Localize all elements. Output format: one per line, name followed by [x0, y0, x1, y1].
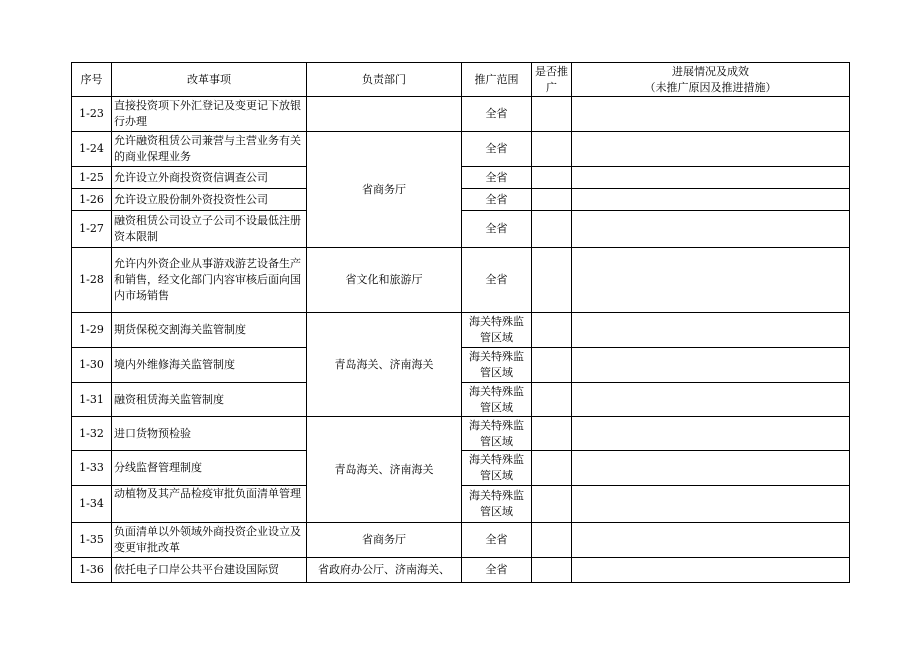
row-scope: 海关特殊监管区域 — [462, 486, 532, 523]
row-promoted — [532, 486, 572, 523]
row-progress — [572, 313, 850, 348]
header-item: 改革事项 — [112, 63, 307, 97]
row-scope: 全省 — [462, 97, 532, 132]
row-promoted — [532, 167, 572, 189]
row-item: 允许融资租赁公司兼营与主营业务有关的商业保理业务 — [112, 132, 307, 167]
row-promoted — [532, 211, 572, 248]
table-row — [72, 248, 850, 313]
header-row — [72, 63, 850, 97]
row-progress — [572, 97, 850, 132]
row-progress — [572, 486, 850, 523]
row-number: 1-31 — [72, 383, 112, 417]
row-promoted — [532, 189, 572, 211]
header-progress-line1: 进展情况及成效 — [672, 64, 749, 78]
row-progress — [572, 248, 850, 313]
table-row — [72, 523, 850, 558]
row-item: 融资租赁海关监管制度 — [112, 383, 307, 417]
row-promoted — [532, 132, 572, 167]
row-item: 依托电子口岸公共平台建设国际贸 — [112, 558, 307, 583]
row-scope: 全省 — [462, 167, 532, 189]
table-row — [72, 417, 850, 451]
row-dept: 省政府办公厅、济南海关、 — [307, 558, 462, 583]
table-row — [72, 313, 850, 348]
row-promoted — [532, 313, 572, 348]
row-scope: 全省 — [462, 558, 532, 583]
row-number: 1-26 — [72, 189, 112, 211]
row-promoted — [532, 248, 572, 313]
row-number: 1-33 — [72, 451, 112, 486]
row-item: 负面清单以外领域外商投资企业设立及变更审批改革 — [112, 523, 307, 558]
row-progress — [572, 132, 850, 167]
row-promoted — [532, 348, 572, 383]
row-promoted — [532, 451, 572, 486]
row-promoted — [532, 523, 572, 558]
row-progress — [572, 211, 850, 248]
row-number: 1-36 — [72, 558, 112, 583]
row-scope: 海关特殊监管区域 — [462, 348, 532, 383]
row-promoted — [532, 383, 572, 417]
header-scope: 推广范围 — [462, 63, 532, 97]
table-row — [72, 97, 850, 132]
row-scope: 全省 — [462, 248, 532, 313]
row-number: 1-32 — [72, 417, 112, 451]
row-progress — [572, 558, 850, 583]
row-promoted — [532, 97, 572, 132]
row-progress — [572, 383, 850, 417]
row-promoted — [532, 417, 572, 451]
row-number: 1-30 — [72, 348, 112, 383]
row-item: 期货保税交割海关监管制度 — [112, 313, 307, 348]
row-scope: 全省 — [462, 189, 532, 211]
row-number: 1-25 — [72, 167, 112, 189]
row-scope: 全省 — [462, 523, 532, 558]
header-progress — [572, 63, 850, 97]
row-dept: 省文化和旅游厅 — [307, 248, 462, 313]
row-scope: 海关特殊监管区域 — [462, 313, 532, 348]
reform-table — [71, 62, 850, 583]
row-item: 直接投资项下外汇登记及变更记下放银行办理 — [112, 97, 307, 132]
row-dept — [307, 97, 462, 132]
row-number: 1-28 — [72, 248, 112, 313]
table-row — [72, 132, 850, 167]
row-scope: 海关特殊监管区域 — [462, 383, 532, 417]
row-progress — [572, 523, 850, 558]
row-progress — [572, 189, 850, 211]
row-item: 动植物及其产品检疫审批负面清单管理 — [112, 486, 307, 523]
header-promoted: 是否推广 — [532, 63, 572, 97]
row-progress — [572, 417, 850, 451]
row-item: 进口货物预检验 — [112, 417, 307, 451]
row-number: 1-29 — [72, 313, 112, 348]
table-row — [72, 558, 850, 583]
row-number: 1-35 — [72, 523, 112, 558]
row-item: 境内外维修海关监管制度 — [112, 348, 307, 383]
header-progress-line2: （未推广原因及推进措施） — [644, 80, 777, 94]
row-dept: 青岛海关、济南海关 — [307, 417, 462, 523]
row-promoted — [532, 558, 572, 583]
row-dept: 青岛海关、济南海关 — [307, 313, 462, 417]
row-scope: 全省 — [462, 211, 532, 248]
row-item: 允许内外资企业从事游戏游艺设备生产和销售，经文化部门内容审核后面向国内市场销售 — [112, 248, 307, 313]
row-scope: 全省 — [462, 132, 532, 167]
header-dept: 负责部门 — [307, 63, 462, 97]
row-progress — [572, 451, 850, 486]
row-item: 允许设立股份制外资投资性公司 — [112, 189, 307, 211]
row-number: 1-24 — [72, 132, 112, 167]
row-item: 允许设立外商投资资信调查公司 — [112, 167, 307, 189]
row-number: 1-27 — [72, 211, 112, 248]
row-number: 1-34 — [72, 486, 112, 523]
header-seq: 序号 — [72, 63, 112, 97]
row-scope: 海关特殊监管区域 — [462, 417, 532, 451]
row-item: 融资租赁公司设立子公司不设最低注册资本限制 — [112, 211, 307, 248]
row-dept: 省商务厅 — [307, 523, 462, 558]
row-progress — [572, 167, 850, 189]
row-dept: 省商务厅 — [307, 132, 462, 248]
row-scope: 海关特殊监管区域 — [462, 451, 532, 486]
row-number: 1-23 — [72, 97, 112, 132]
row-item: 分线监督管理制度 — [112, 451, 307, 486]
row-progress — [572, 348, 850, 383]
